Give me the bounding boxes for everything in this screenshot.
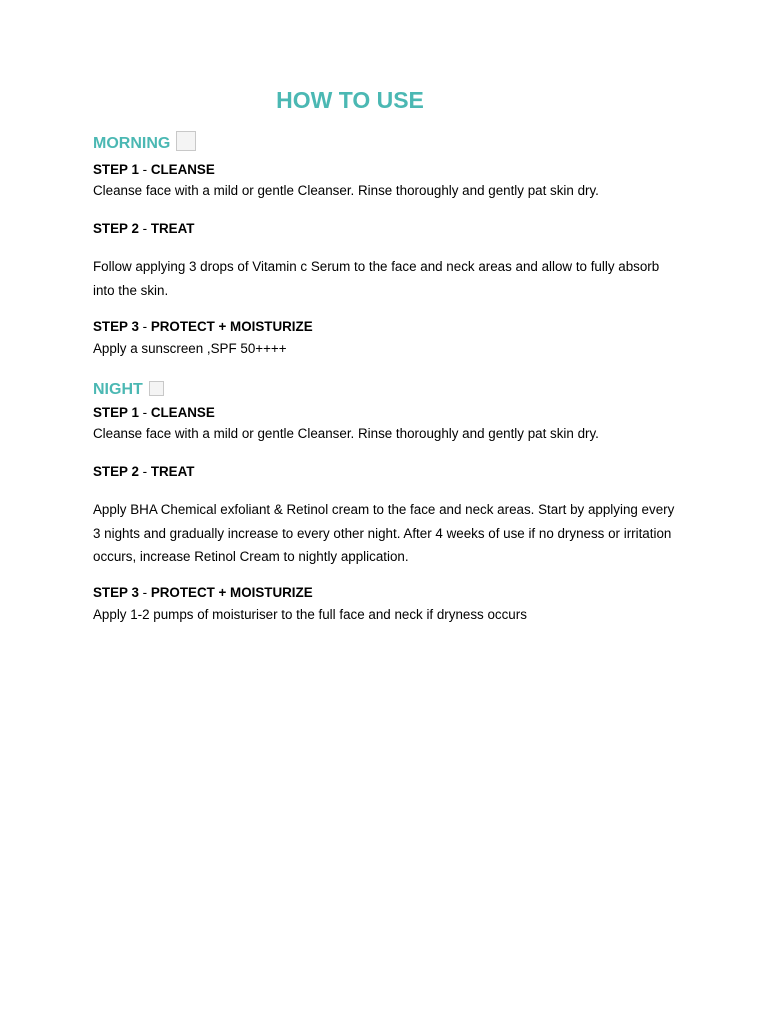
step-label: STEP 2 [93,221,139,236]
night-step-2-title [93,463,194,481]
morning-step-3-title [93,318,313,336]
morning-step-1-title [93,161,215,179]
step-separator: - [138,464,151,479]
night-step-3-title [93,584,313,602]
step-label: STEP 1 [93,405,139,420]
step-label: STEP 3 [93,585,139,600]
morning-heading [93,134,196,154]
empty-image-box-icon [176,131,196,151]
morning-heading-label: MORNING [93,135,171,152]
morning-step-1-text: Cleanse face with a mild or gentle Cleanser. Rinse thoroughly and gently pat skin dry. [93,183,599,198]
night-heading [93,380,164,400]
step-name: TREAT [150,221,195,236]
morning-step-3-text: Apply a sunscreen ,SPF 50++++ [93,341,287,356]
step-separator: - [138,585,151,600]
step-separator: - [138,319,151,334]
step-label: STEP 3 [93,319,139,334]
step-label: STEP 2 [93,464,139,479]
night-step-2-text: Apply BHA Chemical exfoliant & Retinol cream to the face and neck areas. Start by applying every 3 nights and gradually increase to every other night. After 4 weeks of use if no dryness or irritation occurs, increase Retinol Cream to nightly application. [93,502,675,564]
page-title: HOW TO USE [276,87,424,113]
morning-step-2-title [93,220,194,238]
step-name: PROTECT + MOISTURIZE [150,585,313,600]
step-separator: - [138,221,151,236]
step-label: STEP 1 [93,162,139,177]
empty-image-box-icon [149,381,164,396]
step-separator: - [138,405,151,420]
night-heading-label: NIGHT [93,381,143,398]
night-step-1-title [93,404,215,422]
step-name: CLEANSE [150,162,215,177]
step-name: TREAT [150,464,195,479]
morning-step-2-text: Follow applying 3 drops of Vitamin c Serum to the face and neck areas and allow to fully absorb into the skin. [93,259,660,298]
step-separator: - [138,162,151,177]
step-name: PROTECT + MOISTURIZE [150,319,313,334]
night-step-3-text: Apply 1-2 pumps of moisturiser to the full face and neck if dryness occurs [93,607,527,622]
night-step-1-text: Cleanse face with a mild or gentle Cleanser. Rinse thoroughly and gently pat skin dry. [93,426,599,441]
step-name: CLEANSE [150,405,215,420]
